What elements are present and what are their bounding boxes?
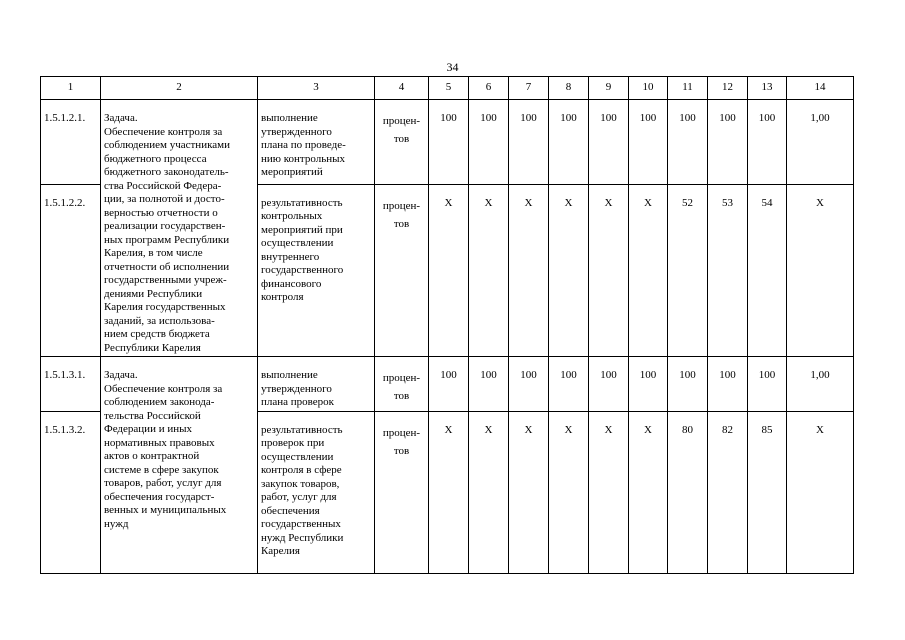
task-line: Обеспечение контроля за — [104, 125, 223, 138]
indicator-line: осуществлении — [261, 237, 334, 250]
indicator-line: нужд Республики — [261, 531, 344, 544]
value-cell: 100 — [629, 357, 668, 412]
column-header: 12 — [708, 77, 748, 100]
indicator-line: результативность — [261, 196, 343, 209]
task-line: реализации государствен- — [104, 220, 226, 232]
unit-line: тов — [393, 444, 410, 457]
column-header: 1 — [41, 77, 101, 100]
value-cell: 54 — [748, 184, 787, 356]
column-header: 3 — [258, 77, 375, 100]
value-cell: X — [429, 184, 469, 356]
task-line: обеспечения государст- — [104, 490, 215, 503]
table-row — [41, 100, 854, 185]
table-row — [41, 357, 854, 412]
value-cell: 100 — [469, 357, 509, 412]
value-cell: X — [629, 184, 668, 356]
task-line: дениями Республики — [104, 287, 203, 300]
indicator-line: государственного — [261, 264, 344, 277]
column-header: 11 — [668, 77, 708, 100]
task-line: заданий, за использова- — [104, 314, 215, 327]
value-cell: 1,00 — [787, 357, 854, 412]
task-line: нием средств бюджета — [104, 328, 210, 340]
value-cell: X — [469, 411, 509, 573]
task-line: нужд — [104, 517, 129, 530]
value-cell: 80 — [668, 411, 708, 573]
indicator-name — [258, 100, 375, 185]
unit-line: процен- — [382, 115, 421, 127]
row-code: 1.5.1.3.1. — [41, 357, 101, 412]
column-header: 6 — [469, 77, 509, 100]
value-cell: 100 — [668, 100, 708, 185]
indicator-line: закупок товаров, — [261, 477, 340, 490]
task-line: Задача. — [104, 112, 138, 124]
value-cell: 100 — [629, 100, 668, 185]
indicator-line: контроля — [261, 291, 304, 304]
task-line: государственными учреж- — [104, 274, 227, 286]
task-line: ных программ Республики — [104, 233, 230, 246]
task-line: актов о контрактной — [104, 450, 200, 462]
task-description — [101, 100, 258, 357]
value-cell: X — [509, 184, 549, 356]
indicator-line: обеспечения — [261, 504, 320, 517]
indicator-line: утвержденного — [261, 382, 332, 395]
indicators-table — [40, 76, 854, 574]
value-cell: 100 — [589, 357, 629, 412]
column-header: 5 — [429, 77, 469, 100]
indicator-line: мероприятий при — [261, 223, 343, 236]
indicator-line: финансового — [261, 277, 322, 290]
value-cell: 100 — [549, 357, 589, 412]
indicator-line: мероприятий — [261, 166, 323, 178]
indicator-line: контрольных — [261, 210, 323, 223]
row-code: 1.5.1.2.1. — [41, 100, 101, 185]
unit-line: процен- — [382, 426, 421, 439]
indicator-line: нию контрольных — [261, 152, 345, 165]
task-line: товаров, работ, услуг для — [104, 477, 222, 489]
unit-of-measure — [375, 100, 429, 185]
column-header: 10 — [629, 77, 668, 100]
value-cell: 100 — [748, 100, 787, 185]
task-line: ства Российской Федера- — [104, 179, 222, 192]
value-cell: X — [469, 184, 509, 356]
value-cell: 52 — [668, 184, 708, 356]
indicator-line: результативность — [261, 423, 343, 436]
indicator-line: работ, услуг для — [261, 491, 337, 503]
task-line: системе в сфере закупок — [104, 463, 219, 476]
value-cell: 1,00 — [787, 100, 854, 185]
column-header: 13 — [748, 77, 787, 100]
task-line: Карелия государственных — [104, 301, 226, 313]
task-line: венных и муниципальных — [104, 504, 227, 516]
value-cell: 85 — [748, 411, 787, 573]
indicator-line: плана проверок — [261, 396, 335, 408]
value-cell: 100 — [429, 357, 469, 412]
value-cell: 100 — [549, 100, 589, 185]
value-cell: 100 — [509, 100, 549, 185]
indicator-line: утвержденного — [261, 125, 332, 138]
task-line: Обеспечение контроля за — [104, 382, 223, 395]
task-line: тельства Российской — [104, 409, 201, 422]
task-line: отчетности об исполнении — [104, 260, 230, 273]
task-line: верностью отчетности о — [104, 206, 218, 219]
indicator-line: выполнение — [261, 369, 318, 381]
row-code: 1.5.1.3.2. — [41, 411, 101, 573]
value-cell: 53 — [708, 184, 748, 356]
value-cell: X — [509, 411, 549, 573]
value-cell: 100 — [668, 357, 708, 412]
value-cell: 100 — [708, 357, 748, 412]
value-cell: X — [589, 411, 629, 573]
indicator-line: выполнение — [261, 112, 318, 124]
column-header: 9 — [589, 77, 629, 100]
column-header: 2 — [101, 77, 258, 100]
task-line: бюджетного процесса — [104, 152, 207, 165]
indicator-line: контроля в сфере — [261, 464, 342, 476]
value-cell: X — [787, 411, 854, 573]
task-line: Федерации и иных — [104, 423, 192, 435]
unit-of-measure — [375, 357, 429, 412]
indicator-line: Карелия — [261, 545, 300, 557]
task-line: Карелия, в том числе — [104, 247, 203, 259]
value-cell: 100 — [429, 100, 469, 185]
task-line: ции, за полнотой и досто- — [104, 193, 225, 205]
indicator-name — [258, 357, 375, 412]
task-line: Задача. — [104, 369, 138, 381]
column-header: 8 — [549, 77, 589, 100]
unit-line: тов — [393, 133, 410, 145]
unit-line: процен- — [382, 199, 421, 212]
value-cell: X — [549, 411, 589, 573]
indicator-line: осуществлении — [261, 450, 334, 463]
task-line: соблюдением участниками — [104, 139, 230, 151]
task-line: нормативных правовых — [104, 436, 215, 449]
column-header: 4 — [375, 77, 429, 100]
row-code: 1.5.1.2.2. — [41, 184, 101, 356]
task-description — [101, 357, 258, 574]
indicator-line: государственных — [261, 518, 341, 530]
value-cell: 100 — [589, 100, 629, 185]
unit-of-measure — [375, 184, 429, 356]
unit-line: тов — [393, 390, 410, 402]
value-cell: X — [589, 184, 629, 356]
unit-line: процен- — [382, 372, 421, 384]
value-cell: X — [429, 411, 469, 573]
value-cell: 100 — [509, 357, 549, 412]
value-cell: X — [549, 184, 589, 356]
unit-of-measure — [375, 411, 429, 573]
page-number: 34 — [446, 60, 459, 74]
task-line: Республики Карелия — [104, 341, 201, 354]
column-header: 14 — [787, 77, 854, 100]
value-cell: 82 — [708, 411, 748, 573]
header-row — [41, 77, 854, 100]
indicator-line: проверок при — [261, 437, 325, 449]
indicator-name — [258, 411, 375, 573]
column-header: 7 — [509, 77, 549, 100]
value-cell: 100 — [708, 100, 748, 185]
indicator-name — [258, 184, 375, 356]
indicator-line: внутреннего — [261, 250, 320, 263]
value-cell: X — [787, 184, 854, 356]
value-cell: X — [629, 411, 668, 573]
indicator-line: плана по проведе- — [261, 139, 346, 151]
task-line: соблюдением законода- — [104, 396, 215, 408]
unit-line: тов — [393, 217, 410, 230]
value-cell: 100 — [469, 100, 509, 185]
value-cell: 100 — [748, 357, 787, 412]
task-line: бюджетного законодатель- — [104, 166, 229, 178]
